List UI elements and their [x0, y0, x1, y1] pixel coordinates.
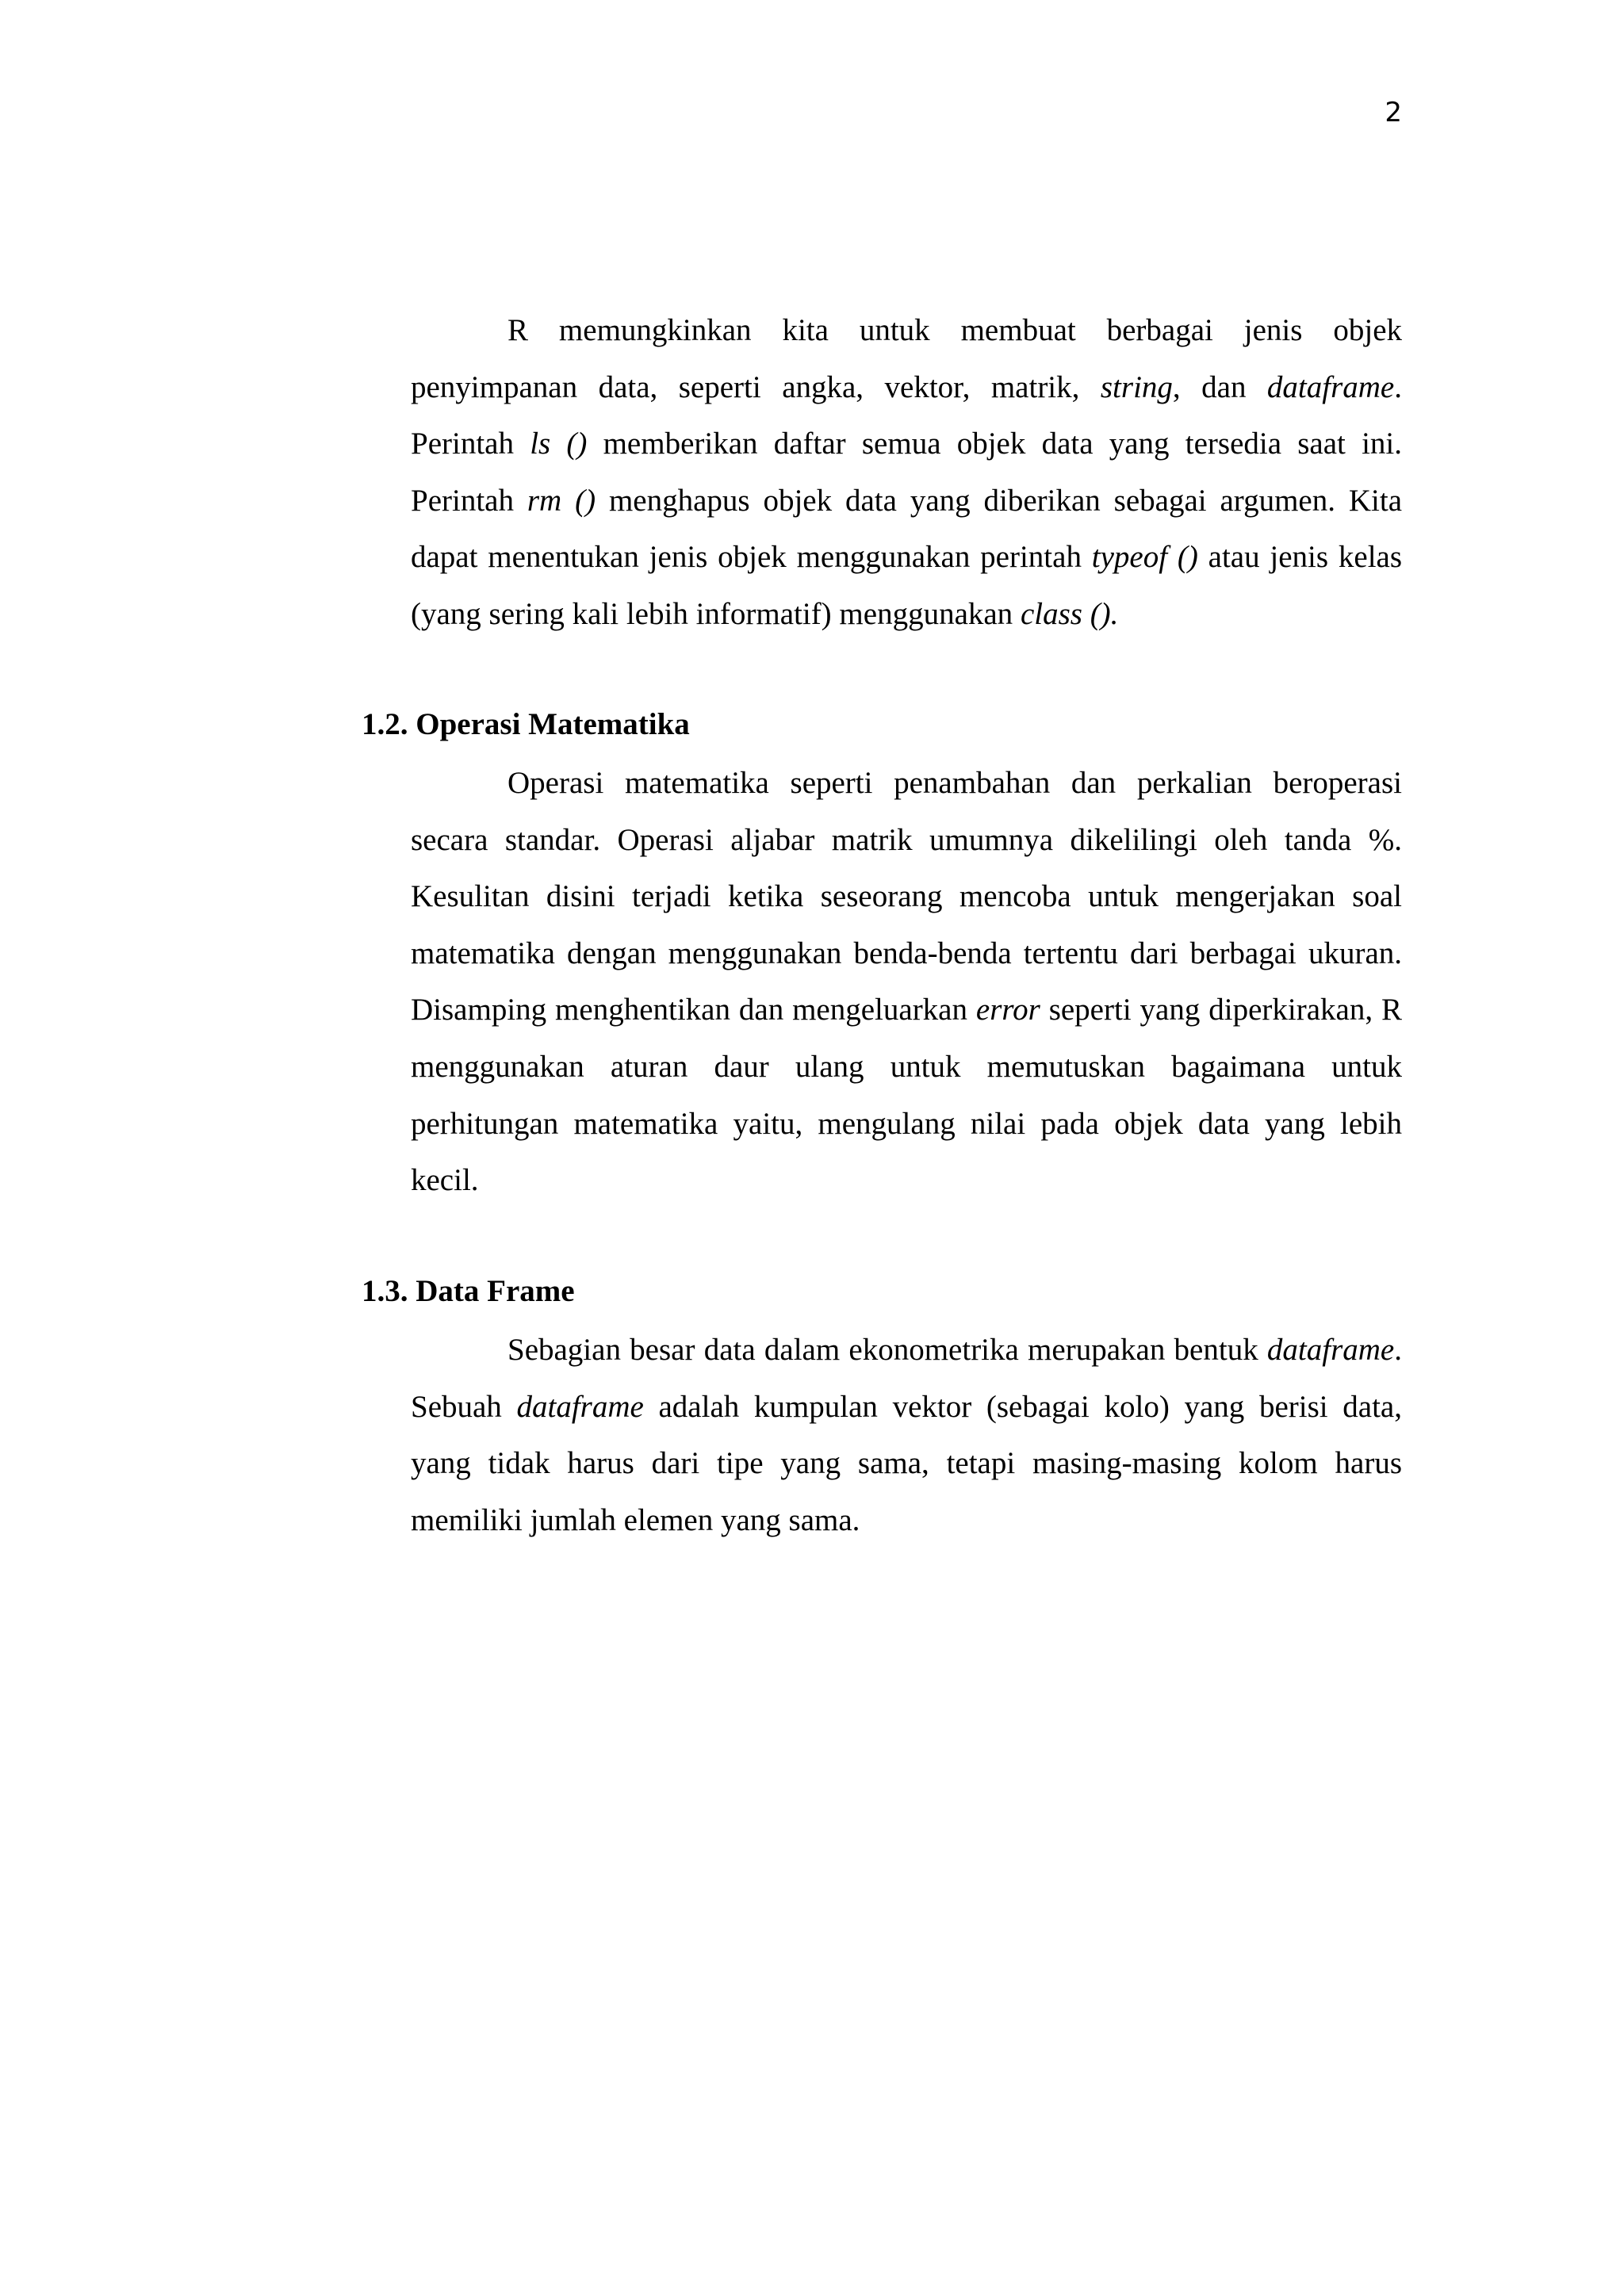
text-run: memberikan daftar semua objek data yang tersedia saat ini. Perintah — [411, 427, 1402, 518]
data-frame-paragraph — [411, 1322, 1402, 1548]
operasi-matematika-paragraph — [411, 755, 1402, 1209]
text-run: menghapus objek data yang diberikan sebagai argumen. Kita dapat menentukan jenis objek menggunakan perintah — [411, 483, 1402, 575]
italic-term-string: string — [1100, 369, 1173, 404]
intro-paragraph — [411, 302, 1402, 643]
italic-term-rm: rm () — [527, 483, 596, 518]
italic-term-ls: ls () — [530, 427, 588, 461]
italic-term-class: class (). — [1020, 596, 1119, 631]
italic-term-dataframe: dataframe — [516, 1389, 644, 1424]
italic-term-dataframe: dataframe — [1266, 1333, 1395, 1367]
text-run: adalah kumpulan vektor (sebagai kolo) yang berisi data, yang tidak harus dari tipe yang sama, tetapi masing-masing kolom harus memiliki jumlah elemen yang sama. — [411, 1389, 1402, 1537]
italic-term-typeof: typeof () — [1091, 540, 1198, 575]
text-run: . Sebuah — [411, 1333, 1402, 1424]
text-run: seperti yang diperkirakan, R menggunakan aturan daur ulang untuk memutuskan bagaimana untuk perhitungan matematika yaitu, mengulang nilai pada objek data yang lebih kecil. — [411, 993, 1402, 1198]
text-run: . Perintah — [411, 369, 1402, 461]
text-run: Operasi matematika seperti penambahan dan perkalian beroperasi secara standar. Operasi aljabar matrik umumnya dikelilingi oleh tanda %. Kesulitan disini terjadi ketika seseorang mencoba untuk mengerjakan soal matematika dengan menggunakan benda-benda tertentu dari berbagai ukuran. Disamping menghentikan dan mengeluarkan — [411, 766, 1402, 1027]
section-heading-data-frame: 1.3. Data Frame — [362, 1274, 575, 1308]
italic-term-dataframe: dataframe — [1266, 369, 1395, 404]
italic-term-error: error — [975, 993, 1040, 1027]
page-number: 2 — [1385, 97, 1402, 128]
text-run: , dan — [1172, 369, 1267, 404]
section-heading-operasi-matematika: 1.2. Operasi Matematika — [362, 707, 690, 741]
text-run: atau jenis kelas (yang sering kali lebih informatif) menggunakan — [411, 540, 1403, 631]
text-run: Sebagian besar data dalam ekonometrika merupakan bentuk — [508, 1333, 1267, 1367]
text-run: R memungkinkan kita untuk membuat berbagai jenis objek penyimpanan data, seperti angka, vektor, matrik, — [411, 313, 1402, 404]
